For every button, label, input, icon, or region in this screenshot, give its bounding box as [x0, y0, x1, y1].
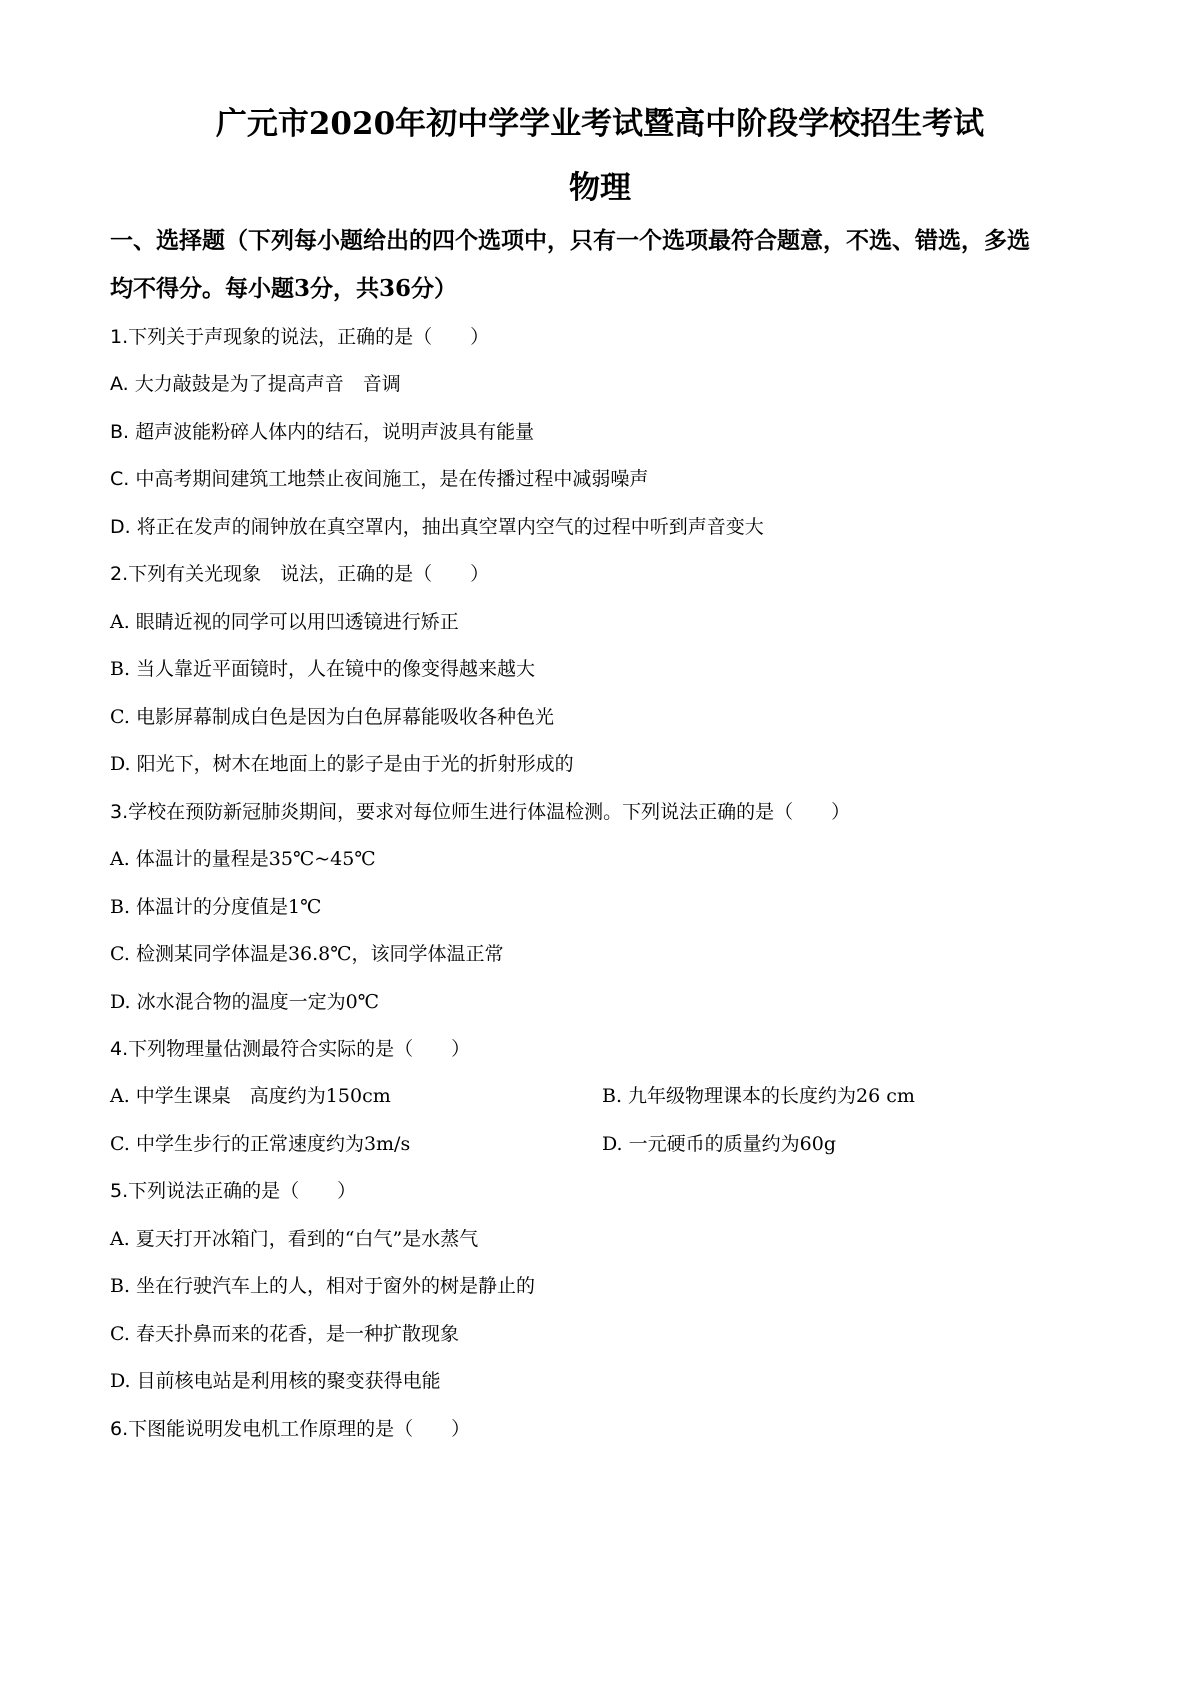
question-3-option-d: D. 冰水混合物的温度一定为0℃: [110, 991, 379, 1013]
question-2-option-a: A. 眼睛近视的同学可以用凹透镜进行矫正: [110, 611, 459, 633]
question-2-stem: 2.下列有关光现象 说法，正确的是（ ）: [110, 563, 490, 585]
question-1-option-d: D. 将正在发声的闹钟放在真空罩内，抽出真空罩内空气的过程中听到声音变大: [110, 516, 764, 538]
question-3-option-c: C. 检测某同学体温是36.8℃，该同学体温正常: [110, 943, 504, 965]
question-4-option-b: B. 九年级物理课本的长度约为26 cm: [602, 1085, 915, 1107]
exam-title: 广元市2020年初中学学业考试暨高中阶段学校招生考试: [215, 106, 985, 142]
question-5-option-d: D. 目前核电站是利用核的聚变获得电能: [110, 1370, 441, 1392]
question-2-option-c: C. 电影屏幕制成白色是因为白色屏幕能吸收各种色光: [110, 706, 554, 728]
question-4-option-c: C. 中学生步行的正常速度约为3m/s: [110, 1133, 411, 1155]
question-2-option-b: B. 当人靠近平面镜时，人在镜中的像变得越来越大: [110, 658, 536, 680]
question-1-option-c: C. 中高考期间建筑工地禁止夜间施工，是在传播过程中减弱噪声: [110, 468, 649, 490]
section-heading-line-2: 均不得分。每小题3分，共36分）: [110, 275, 458, 302]
question-3-option-b: B. 体温计的分度值是1℃: [110, 896, 322, 918]
question-5-option-a: A. 夏天打开冰箱门，看到的“白气”是水蒸气: [110, 1228, 479, 1250]
question-3-option-a: A. 体温计的量程是35℃~45℃: [110, 848, 376, 870]
question-4-stem: 4.下列物理量估测最符合实际的是（ ）: [110, 1038, 471, 1060]
question-1-stem: 1.下列关于声现象的说法，正确的是（ ）: [110, 326, 490, 348]
question-1-option-b: B. 超声波能粉碎人体内的结石，说明声波具有能量: [110, 421, 535, 443]
question-6-stem: 6.下图能说明发电机工作原理的是（ ）: [110, 1418, 471, 1440]
question-4-option-a: A. 中学生课桌 高度约为150cm: [110, 1085, 391, 1107]
question-4-option-d: D. 一元硬币的质量约为60g: [602, 1133, 836, 1155]
question-5-option-b: B. 坐在行驶汽车上的人，相对于窗外的树是静止的: [110, 1275, 536, 1297]
subject-title: 物理: [569, 170, 631, 206]
question-2-option-d: D. 阳光下，树木在地面上的影子是由于光的折射形成的: [110, 753, 574, 775]
section-heading-line-1: 一、选择题（下列每小题给出的四个选项中，只有一个选项最符合题意，不选、错选，多选: [110, 227, 1030, 254]
question-1-option-a: A. 大力敲鼓是为了提高声音 音调: [110, 373, 401, 395]
question-5-option-c: C. 春天扑鼻而来的花香，是一种扩散现象: [110, 1323, 459, 1345]
question-5-stem: 5.下列说法正确的是（ ）: [110, 1180, 357, 1202]
question-3-stem: 3.学校在预防新冠肺炎期间，要求对每位师生进行体温检测。下列说法正确的是（ ）: [110, 801, 851, 823]
